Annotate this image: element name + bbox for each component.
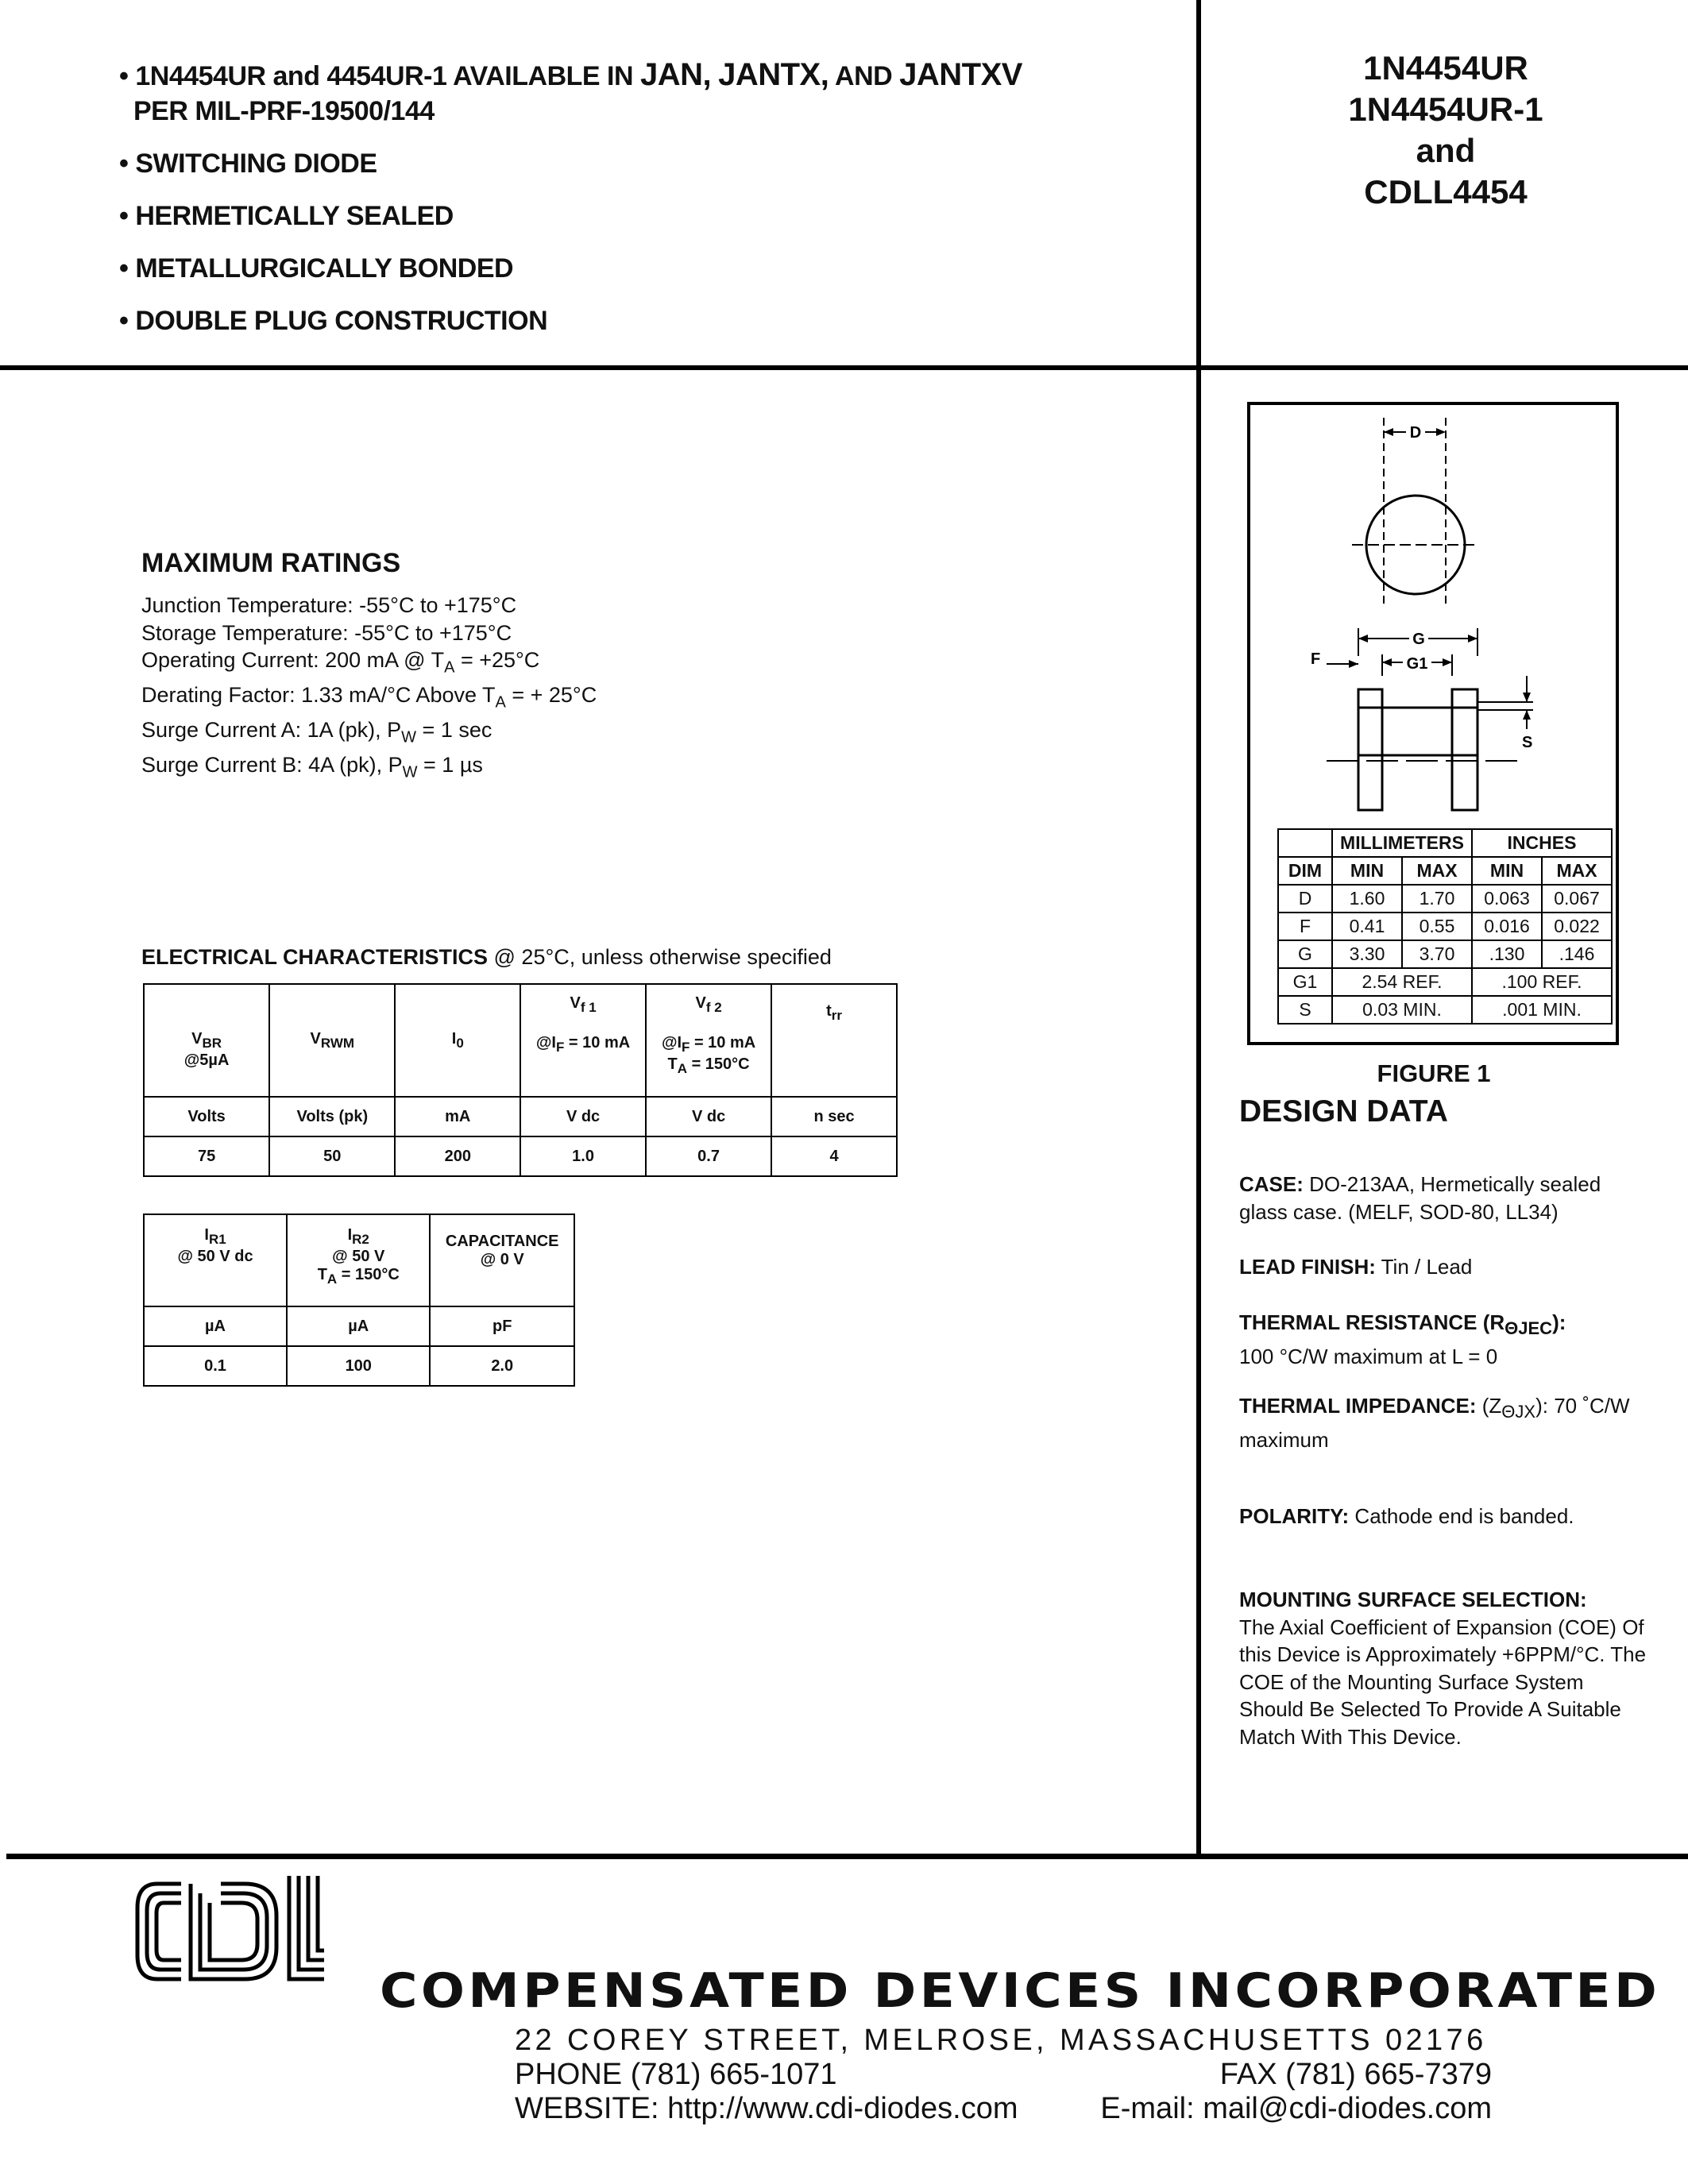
footer-divider	[6, 1854, 1688, 1859]
company-address: 22 COREY STREET, MELROSE, MASSACHUSETTS 02176	[515, 2024, 1487, 2057]
col-trr: $t_{rr}$	[771, 984, 897, 1097]
dims-in-heading: INCHES	[1472, 829, 1612, 857]
col-vf1: $V_{f 1}$ $@I_F = 10$ mA	[520, 984, 646, 1097]
table-row: F 0.41 0.55 0.016 0.022	[1278, 913, 1612, 940]
table-row: S 0.03 MIN. .001 MIN.	[1278, 996, 1612, 1024]
thermal-impedance-spec: THERMAL IMPEDANCE: $(Z_{\Theta JX})$: 70 ˚C/W maximum	[1239, 1394, 1630, 1452]
dims-mm-heading: MILLIMETERS	[1332, 829, 1472, 857]
feature-list	[119, 57, 1152, 356]
rating-operating-current: Operating Current: 200 mA @ $T_A = +25^\circ C$	[141, 648, 540, 677]
company-email[interactable]: E-mail: mail@cdi-diodes.com	[1100, 2092, 1492, 2125]
dim-label-d: D	[1409, 424, 1422, 442]
lead-finish-spec: LEAD FINISH: Tin / Lead	[1239, 1255, 1473, 1279]
part-number: 1N4454UR	[1363, 49, 1528, 87]
design-data-heading: DESIGN DATA	[1239, 1094, 1448, 1129]
dims-group-row	[1278, 829, 1612, 857]
rating-storage: Storage Temperature: -55°C to +175°C	[141, 620, 512, 645]
table-values-row: 75 50 200 1.0 0.7 4	[144, 1136, 897, 1176]
col-io: $I_0$	[395, 984, 520, 1097]
table-row: G1 2.54 REF. .100 REF.	[1278, 968, 1612, 996]
thermal-resistance-spec: THERMAL RESISTANCE $(R_{\Theta JEC})$: 100 °C/W maximum at L = 0	[1239, 1310, 1566, 1368]
dims-col-row: DIM MIN MAX MIN MAX	[1278, 857, 1612, 885]
header-divider	[0, 365, 1688, 370]
cdi-logo	[133, 1872, 364, 1991]
company-contact	[515, 2024, 1492, 2126]
dim-label-f: F	[1311, 650, 1321, 668]
rating-junction: Junction Temperature: -55°C to +175°C	[141, 593, 517, 617]
part-number-and: and	[1416, 132, 1476, 169]
max-ratings-list	[141, 592, 597, 786]
table-row: G 3.30 3.70 .130 .146	[1278, 940, 1612, 968]
col-vrwm: $V_{RWM}$	[269, 984, 395, 1097]
dim-label-s: S	[1522, 734, 1533, 751]
electrical-table-2	[143, 1214, 575, 1387]
table-header-row	[144, 1214, 574, 1306]
polarity-spec: POLARITY: Cathode end is banded.	[1239, 1504, 1574, 1528]
electrical-heading: ELECTRICAL CHARACTERISTICS @ 25°C, unless otherwise specified	[141, 945, 832, 969]
feature-double-plug: • DOUBLE PLUG CONSTRUCTION	[119, 306, 548, 336]
case-spec: CASE: DO-213AA, Hermetically sealed glass case. (MELF, SOD-80, LL34)	[1239, 1172, 1601, 1224]
rating-surge-a: Surge Current A: 1A (pk), $P_W = 1$ sec	[141, 717, 492, 747]
dim-label-g: G	[1412, 631, 1425, 648]
col-capacitance: CAPACITANCE @ 0 V	[430, 1214, 574, 1306]
company-website[interactable]: WEBSITE: http://www.cdi-diodes.com	[515, 2092, 1018, 2125]
figure-caption: FIGURE 1	[1377, 1059, 1491, 1087]
max-ratings-heading: MAXIMUM RATINGS	[141, 548, 401, 578]
package-drawing	[1247, 402, 1619, 831]
vertical-divider	[1196, 0, 1201, 1858]
company-phone: PHONE (781) 665-1071	[515, 2058, 837, 2091]
part-number: 1N4454UR-1	[1348, 91, 1543, 128]
col-ir2: $I_{R2}$ @ 50 V $T_A = 150^\circ C$	[287, 1214, 430, 1306]
electrical-table-1	[143, 983, 898, 1177]
table-units-row: Volts Volts (pk) mA V dc V dc n sec	[144, 1097, 897, 1136]
part-number-title	[1215, 48, 1676, 213]
col-vf2: $V_{f 2}$ $@I_F = 10$ mA $T_A = 150^\circ C$	[646, 984, 771, 1097]
company-name: COMPENSATED DEVICES INCORPORATED	[380, 1963, 1661, 2019]
rating-derating: Derating Factor: 1.33 mA/°C Above $T_A$ = + 25°C	[141, 682, 597, 712]
table-header-row	[144, 984, 897, 1097]
rating-surge-b: Surge Current B: 4A (pk), $P_W = 1$ µs	[141, 752, 483, 781]
company-fax: FAX (781) 665-7379	[1219, 2058, 1492, 2091]
dim-label-g1: G1	[1406, 655, 1428, 673]
part-number: CDLL4454	[1364, 173, 1528, 210]
feature-availability: • 1N4454UR and 4454UR-1 AVAILABLE IN JAN, JANTX, AND JANTXV PER MIL-PRF-19500/144	[119, 57, 1022, 126]
col-ir1: $I_{R1}$ @ 50 V dc	[144, 1214, 287, 1306]
feature-bonded: • METALLURGICALLY BONDED	[119, 253, 514, 284]
table-units-row: µA µA pF	[144, 1306, 574, 1346]
mounting-spec: MOUNTING SURFACE SELECTION: The Axial Coefficient of Expansion (COE) Of this Device is Approximately +6PPM/°C. The COE of the Mounting Surface System Should Be Selected To Provide A Suitable Match With This Device.	[1239, 1588, 1647, 1749]
table-values-row: 0.1 100 2.0	[144, 1346, 574, 1386]
col-vbr: $V_{BR}$ @5µA	[144, 984, 269, 1097]
feature-switching: • SWITCHING DIODE	[119, 149, 377, 179]
table-row: D 1.60 1.70 0.063 0.067	[1278, 885, 1612, 913]
dimensions-table	[1277, 828, 1613, 1024]
feature-hermetic: • HERMETICALLY SEALED	[119, 201, 454, 231]
